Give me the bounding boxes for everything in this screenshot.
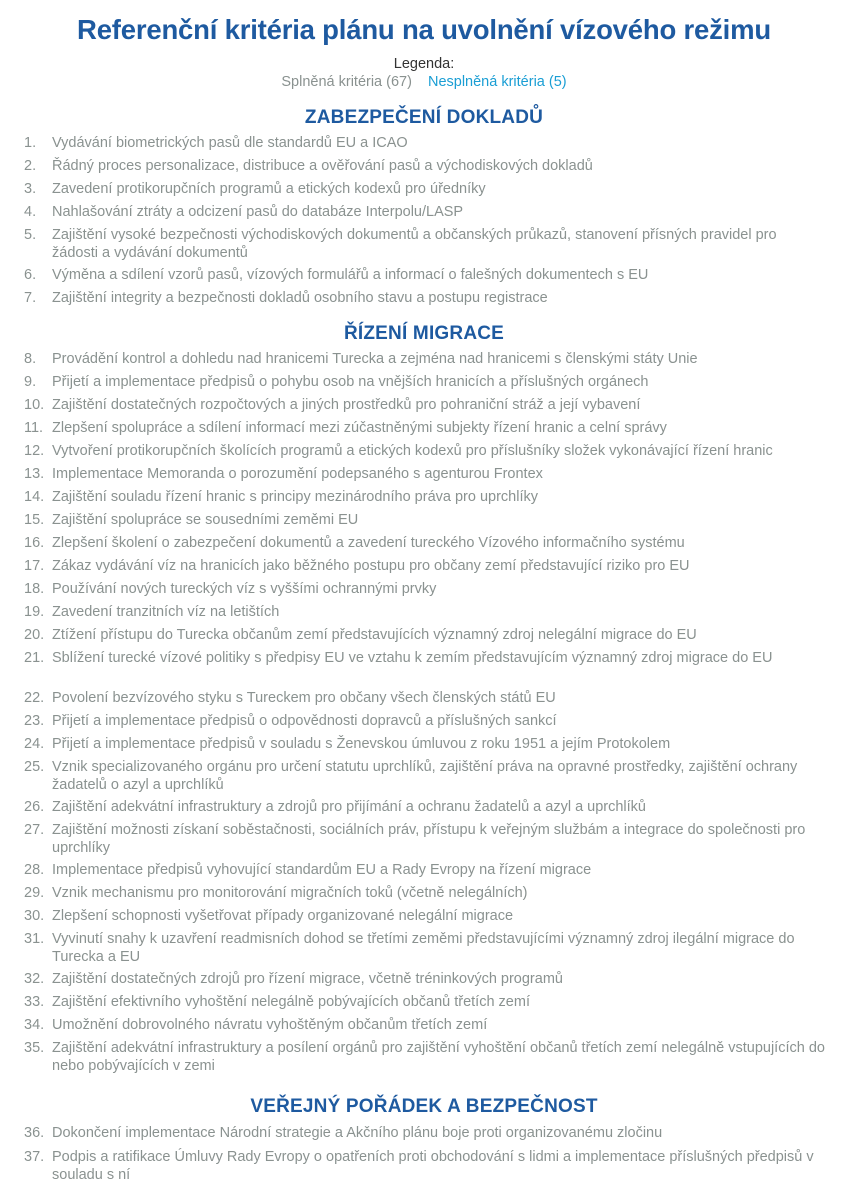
- criterion-number: 7.: [24, 290, 37, 306]
- criterion-number: 25.: [24, 759, 45, 775]
- criterion-item: [24, 649, 826, 667]
- criterion-text: Vytvoření protikorupčních školících programů a etických kodexů pro příslušníky složek vykonávající řízení hranic: [52, 443, 773, 459]
- criterion-text: Implementace předpisů vyhovující standardům EU a Rady Evropy na řízení migrace: [52, 862, 592, 878]
- criterion-item: [24, 534, 826, 552]
- criterion-number: 10.: [24, 397, 45, 413]
- criterion-item: [24, 689, 826, 707]
- criterion-text: Provádění kontrol a dohledu nad hranicemi Turecka a zejména nad hranicemi s členskými státy Unie: [52, 351, 698, 367]
- criterion-number: 29.: [24, 885, 45, 901]
- criterion-item: [24, 1148, 826, 1184]
- criterion-item: [24, 373, 826, 391]
- criterion-text: Zlepšení schopnosti vyšetřovat případy organizované nelegální migrace: [52, 908, 514, 924]
- criterion-item: [24, 289, 826, 307]
- legend: [0, 74, 848, 90]
- criterion-number: 16.: [24, 535, 45, 551]
- criterion-number: 34.: [24, 1017, 45, 1033]
- criterion-text: Výměna a sdílení vzorů pasů, vízových formulářů a informací o falešných dokumentech s EU: [52, 267, 649, 283]
- criterion-item: [24, 930, 826, 966]
- criterion-item: [24, 626, 826, 644]
- legend-met-criteria: Splněná kritéria (67): [281, 74, 412, 90]
- criterion-number: 8.: [24, 351, 37, 367]
- criterion-text: Používání nových tureckých víz s vyššími ochrannými prvky: [52, 581, 437, 597]
- legend-unmet-criteria: Nesplněná kritéria (5): [427, 74, 567, 90]
- criterion-number: 35.: [24, 1040, 45, 1056]
- criterion-item: [24, 488, 826, 506]
- criterion-number: 17.: [24, 558, 45, 574]
- criterion-number: 2.: [24, 158, 37, 174]
- criterion-item: [24, 465, 826, 483]
- criterion-item: [24, 758, 826, 794]
- criterion-text: Zákaz vydávání víz na hranicích jako běžného postupu pro občany zemí představující riziko pro EU: [52, 558, 690, 574]
- criterion-number: 14.: [24, 489, 45, 505]
- criterion-number: 27.: [24, 822, 45, 838]
- criterion-item: [24, 798, 826, 816]
- criterion-text: Zlepšení školení o zabezpečení dokumentů a zavedení tureckého Vízového informačního systému: [52, 535, 685, 551]
- criterion-number: 19.: [24, 604, 45, 620]
- criterion-number: 31.: [24, 931, 45, 947]
- criterion-item: [24, 821, 826, 857]
- criterion-item: [24, 203, 826, 221]
- criterion-text: Zavedení tranzitních víz na letištích: [52, 604, 280, 620]
- criterion-item: [24, 134, 826, 152]
- criterion-item: [24, 266, 826, 284]
- criterion-item: [24, 712, 826, 730]
- criterion-number: 21.: [24, 650, 45, 666]
- criterion-number: 5.: [24, 227, 37, 243]
- criterion-text: Zajištění možnosti získaní soběstačnosti, sociálních práv, přístupu k veřejným službám a integrace do společnosti pro uprchlíky: [52, 822, 806, 856]
- criterion-item: [24, 580, 826, 598]
- criterion-item: [24, 350, 826, 368]
- criterion-number: 6.: [24, 267, 37, 283]
- criterion-item: [24, 993, 826, 1011]
- criterion-text: Zajištění vysoké bezpečnosti východiskových dokumentů a občanských průkazů, stanovení přísných pravidel pro žádosti a vydávání dokumentů: [52, 227, 777, 261]
- criterion-item: [24, 1124, 826, 1142]
- criterion-item: [24, 226, 826, 262]
- criterion-number: 33.: [24, 994, 45, 1010]
- criterion-text: Zajištění spolupráce se sousedními zeměmi EU: [52, 512, 359, 528]
- criterion-text: Vznik specializovaného orgánu pro určení statutu uprchlíků, zajištění práva na opravné prostředky, zajištění ochrany žadatelů o azyl a uprchlíků: [52, 759, 798, 793]
- criterion-number: 20.: [24, 627, 45, 643]
- criterion-number: 24.: [24, 736, 45, 752]
- criterion-number: 18.: [24, 581, 45, 597]
- criterion-text: Zajištění souladu řízení hranic s principy mezinárodního práva pro uprchlíky: [52, 489, 538, 505]
- legend-label: Legenda:: [393, 56, 455, 72]
- criterion-number: 12.: [24, 443, 45, 459]
- criterion-text: Implementace Memoranda o porozumění podepsaného s agenturou Frontex: [52, 466, 543, 482]
- criterion-text: Dokončení implementace Národní strategie a Akčního plánu boje proti organizovanému zločinu: [52, 1125, 663, 1141]
- criterion-text: Zajištění efektivního vyhoštění nelegálně pobývajících občanů třetích zemí: [52, 994, 530, 1010]
- criterion-number: 1.: [24, 135, 37, 151]
- criterion-text: Zavedení protikorupčních programů a etických kodexů pro úředníky: [52, 181, 486, 197]
- criterion-text: Ztížení přístupu do Turecka občanům zemí představujících významný zdroj nelegální migrace do EU: [52, 627, 697, 643]
- criterion-number: 9.: [24, 374, 37, 390]
- criterion-text: Přijetí a implementace předpisů o odpovědnosti dopravců a příslušných sankcí: [52, 713, 557, 729]
- criterion-text: Vydávání biometrických pasů dle standardů EU a ICAO: [52, 135, 408, 151]
- criterion-number: 28.: [24, 862, 45, 878]
- criterion-text: Zajištění adekvátní infrastruktury a zdrojů pro přijímání a ochranu žadatelů a azyl a uprchlíků: [52, 799, 646, 815]
- criterion-item: [24, 180, 826, 198]
- criterion-number: 11.: [24, 420, 44, 436]
- criterion-item: [24, 907, 826, 925]
- criterion-number: 32.: [24, 971, 45, 987]
- criterion-number: 36.: [24, 1125, 45, 1141]
- criterion-text: Zajištění dostatečných zdrojů pro řízení migrace, včetně tréninkových programů: [52, 971, 563, 987]
- criterion-item: [24, 442, 826, 460]
- criterion-text: Podpis a ratifikace Úmluvy Rady Evropy o opatřeních proti obchodování s lidmi a implementace příslušných předpisů v souladu s ní: [52, 1149, 814, 1183]
- criterion-text: Zajištění integrity a bezpečnosti dokladů osobního stavu a postupu registrace: [52, 290, 548, 306]
- criterion-item: [24, 970, 826, 988]
- criterion-text: Umožnění dobrovolného návratu vyhoštěným občanům třetích zemí: [52, 1017, 488, 1033]
- criterion-item: [24, 735, 826, 753]
- criterion-item: [24, 511, 826, 529]
- criterion-number: 37.: [24, 1149, 45, 1165]
- criterion-text: Zajištění adekvátní infrastruktury a posílení orgánů pro zajištění vyhoštění občanů třetích zemí nelegálně vstupujících do nebo pobývajících v zemi: [52, 1040, 825, 1074]
- criterion-text: Povolení bezvízového styku s Tureckem pro občany všech členských států EU: [52, 690, 556, 706]
- criterion-number: 23.: [24, 713, 45, 729]
- criterion-text: Vznik mechanismu pro monitorování migračních toků (včetně nelegálních): [52, 885, 528, 901]
- criterion-item: [24, 884, 826, 902]
- criterion-number: 4.: [24, 204, 37, 220]
- section-heading: ŘÍZENÍ MIGRACE: [343, 323, 505, 344]
- criterion-item: [24, 396, 826, 414]
- criterion-text: Zajištění dostatečných rozpočtových a jiných prostředků pro pohraniční stráž a její vybavení: [52, 397, 641, 413]
- criterion-item: [24, 1039, 826, 1075]
- criterion-number: 3.: [24, 181, 37, 197]
- page-title: Referenční kritéria plánu na uvolnění vízového režimu: [77, 14, 771, 45]
- criterion-number: 26.: [24, 799, 45, 815]
- section-heading: ZABEZPEČENÍ DOKLADŮ: [304, 107, 544, 128]
- criterion-text: Přijetí a implementace předpisů v souladu s Ženevskou úmluvou z roku 1951 a jejím Protokolem: [52, 736, 671, 752]
- criterion-number: 15.: [24, 512, 45, 528]
- criterion-item: [24, 603, 826, 621]
- criterion-number: 22.: [24, 690, 45, 706]
- criterion-text: Vyvinutí snahy k uzavření readmisních dohod se třetími zeměmi představujícími významný zdroj ilegální migrace do Turecka a EU: [52, 931, 795, 965]
- criterion-number: 30.: [24, 908, 45, 924]
- criterion-item: [24, 419, 826, 437]
- criterion-text: Řádný proces personalizace, distribuce a ověřování pasů a východiskových dokladů: [52, 158, 593, 174]
- criterion-item: [24, 157, 826, 175]
- criterion-number: 13.: [24, 466, 45, 482]
- section-heading: VEŘEJNÝ POŘÁDEK A BEZPEČNOST: [250, 1096, 598, 1117]
- criterion-text: Sblížení turecké vízové politiky s předpisy EU ve vztahu k zemím představujícím významný zdroj migrace do EU: [52, 650, 773, 666]
- criterion-item: [24, 557, 826, 575]
- criterion-text: Zlepšení spolupráce a sdílení informací mezi zúčastněnými subjekty řízení hranic a celní správy: [52, 420, 667, 436]
- criterion-text: Přijetí a implementace předpisů o pohybu osob na vnějších hranicích a příslušných orgánech: [52, 374, 649, 390]
- criterion-item: [24, 1016, 826, 1034]
- criterion-text: Nahlašování ztráty a odcizení pasů do databáze Interpolu/LASP: [52, 204, 464, 220]
- criterion-item: [24, 861, 826, 879]
